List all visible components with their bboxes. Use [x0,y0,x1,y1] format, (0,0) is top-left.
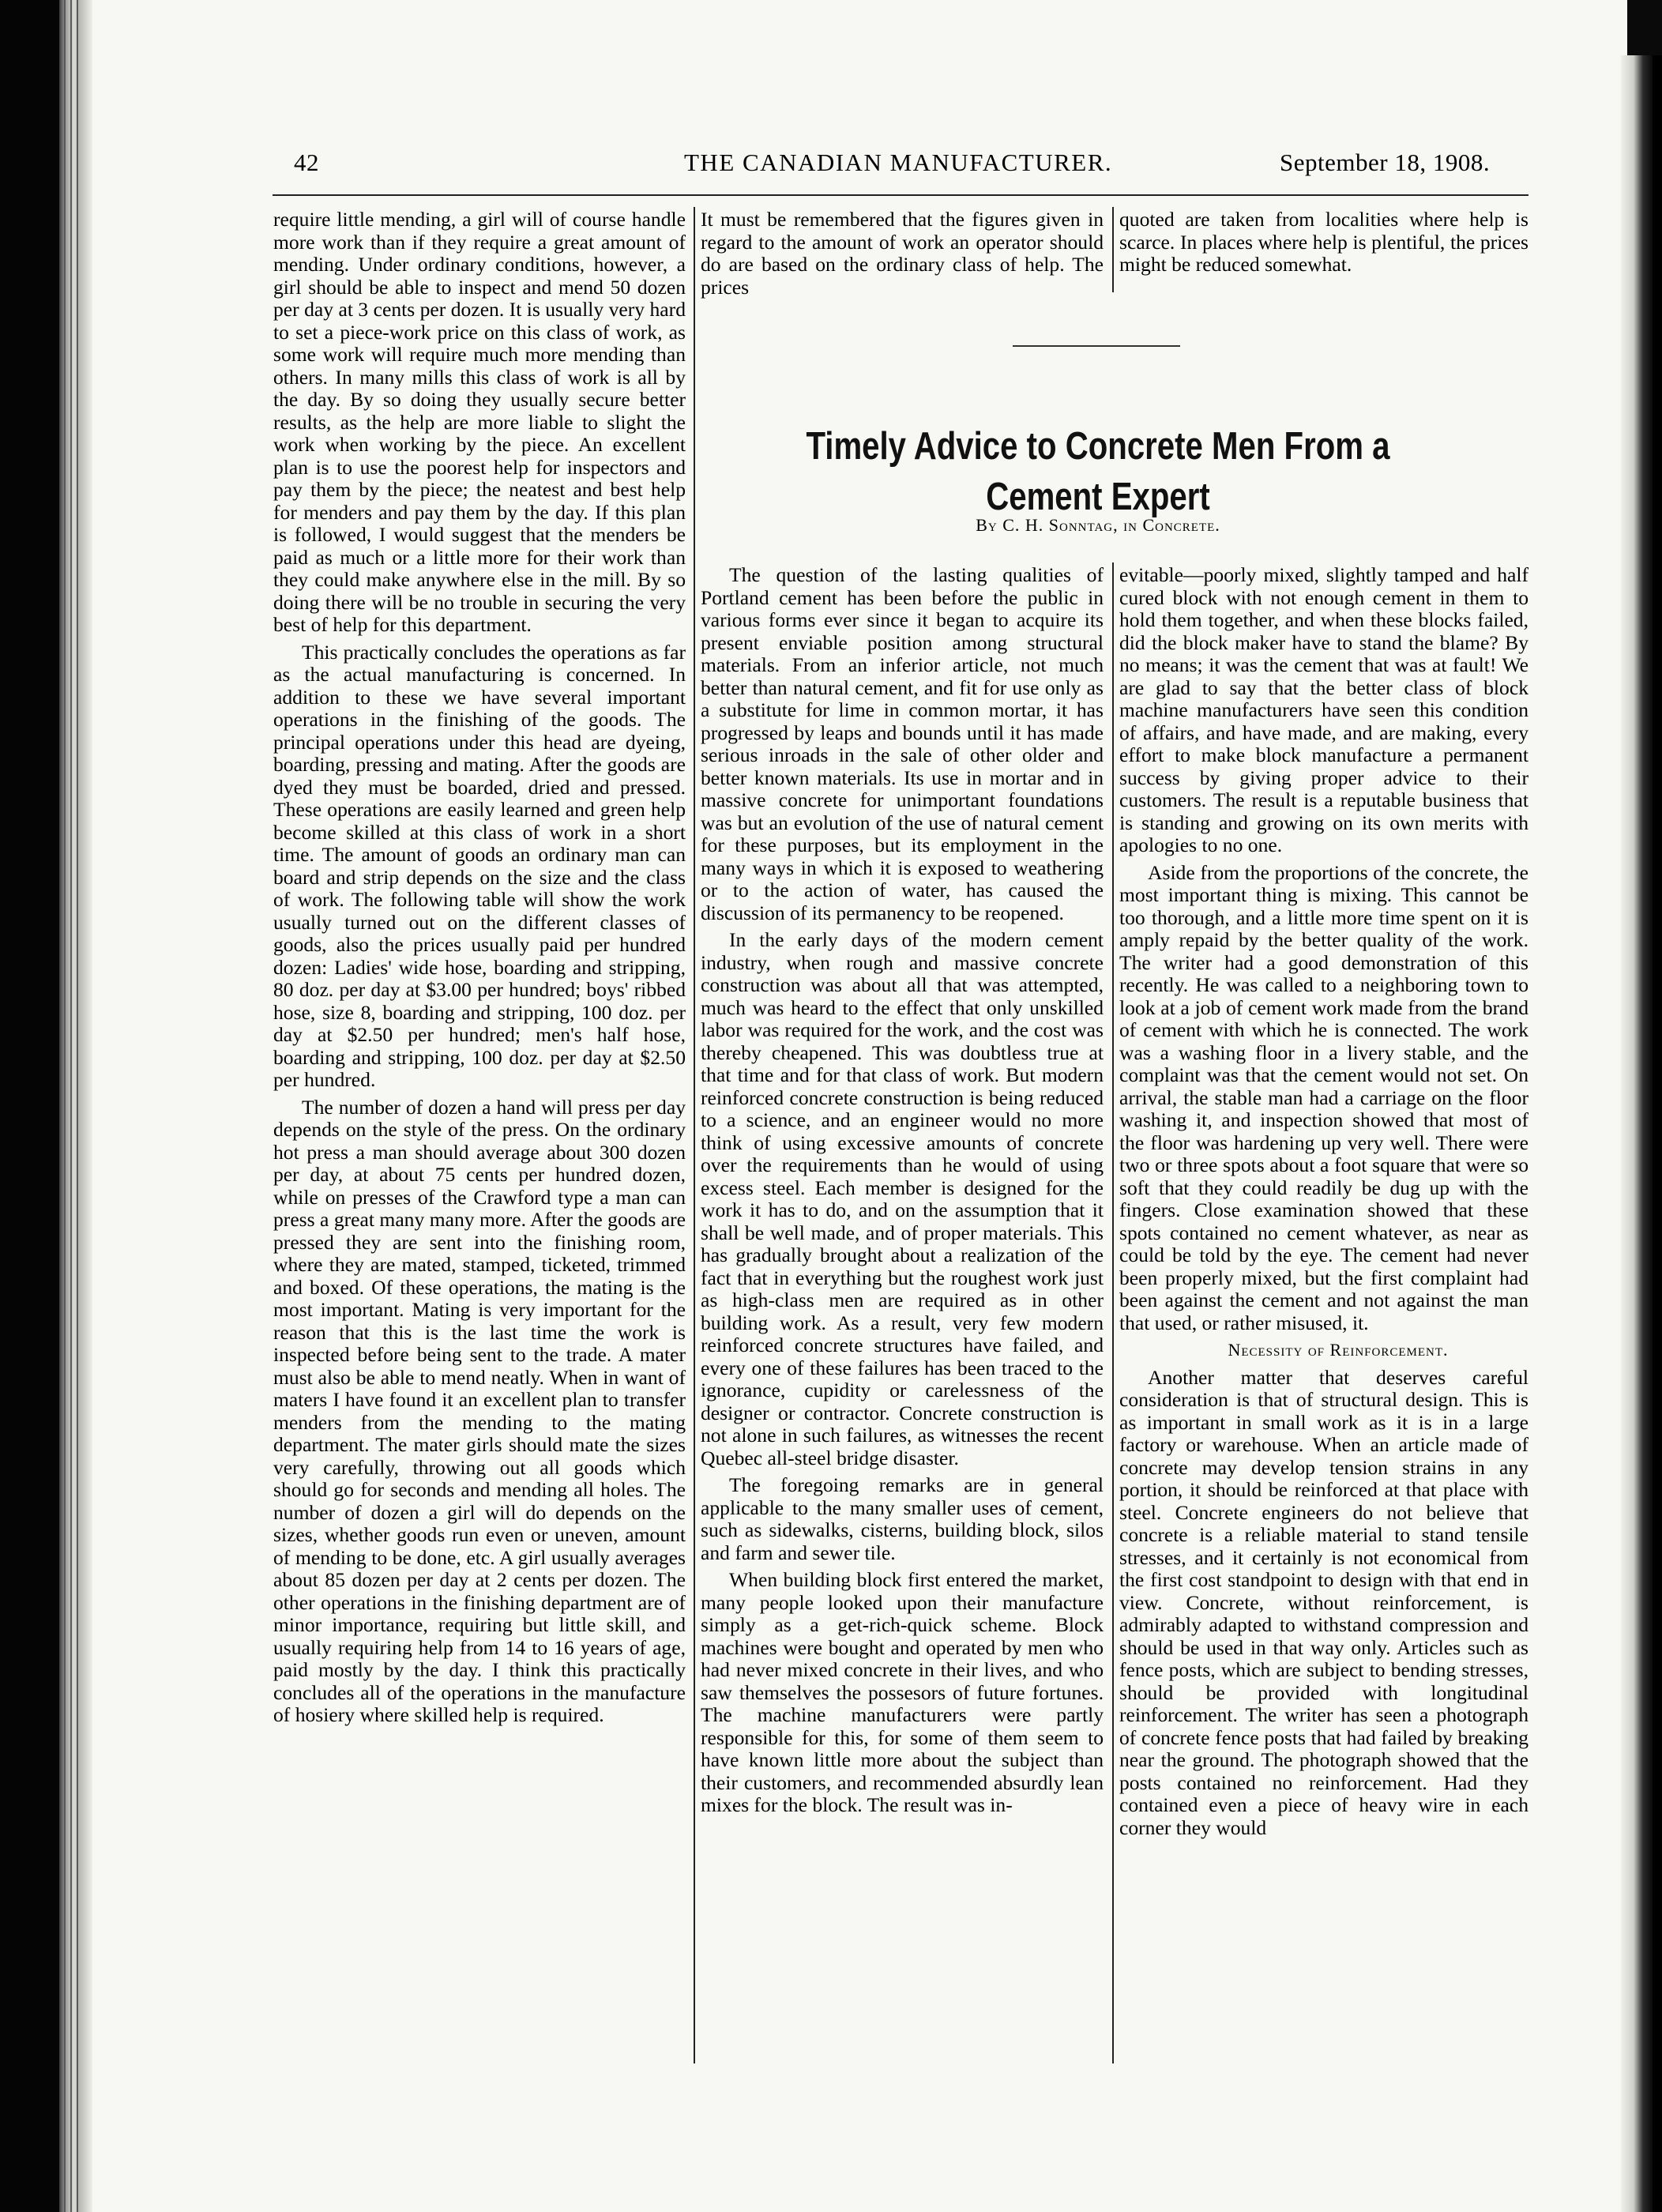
article-byline: By C. H. Sonntag, in Concrete. [976,515,1220,535]
article-title: Timely Advice to Concrete Men From a Cement Expert [806,424,1390,518]
paragraph: evitable—poorly mixed, slightly tamped and half cured block with not enough cement in them to hold them together, and when these blocks failed, did the block maker have to stand the blame? By no means; it was the cement that was at fault! We are glad to say that the better class of block machine manufacturers have seen this condition of affairs, and have made, and are making, every effort to make block manufacture a permanent success by giving proper advice to their customers. The result is a reputable business that is standing and growing on its own merits with apologies to no one. [1119,563,1529,856]
article-column-3 [1119,564,1529,1839]
column-divider [1112,562,1114,2063]
paragraph: The question of the lasting qualities of Portland cement has been before the public in various forms ever since it began to acquire its present enviable position among structural materials. From an inferior article, not much better than natural cement, and fit for use only as a substitute for lime in common mortar, it has progressed by leaps and bounds until it has made serious inroads in the sale of other older and better known materials. Its use in mortar and in massive concrete for unimportant foundations was but an evolution of the use of natural cement for these purposes, but its employment in the many ways in which it is exposed to weathering or to the action of water, has caused the discussion of its permanency to be reopened. [701,563,1104,924]
page-number: 42 [294,149,319,176]
article-column-2 [701,564,1104,1817]
column-1 [273,209,686,1727]
issue-date: September 18, 1908. [1280,149,1491,176]
spine-line [77,0,78,2212]
column-2-top [701,209,1104,299]
publication-title: THE CANADIAN MANUFACTURER. [684,149,1113,176]
paragraph: Aside from the proportions of the concrete, the most important thing is mixing. This cannot be too thorough, and a little more time spent on it is amply repaid by the better quality of the work. The writer had a good demonstration of this recently. He was called to a neighboring town to look at a job of cement work made from the brand of cement with which he is connected. The work was a washing floor in a livery stable, and the complaint was that the cement would not set. On arrival, the stable man had a carriage on the floor washing it, and inspection showed that most of the floor was hardening up very well. There were two or three spots about a foot square that were so soft that they could readily be dug up with the fingers. Close examination showed that these spots contained no cement whatever, as near as could be told by the eye. The cement had never been properly mixed, but the first complaint had been against the cement and not against the man that used, or rather misused, it. [1119,860,1529,1334]
column-divider-short [1112,207,1114,292]
header-rule [273,194,1529,196]
paragraph: When building block first entered the market, many people looked upon their manufacture simply as a get-rich-quick scheme. Block machines were bought and operated by men who had never mixed concrete in their lives, and who saw themselves the possesors of future fortunes. The machine manufacturers were partly responsible for this, for some of them seem to have known little more about the subject than their customers, and recommended absurdly lean mixes for the block. The result was in- [701,1568,1104,1816]
section-ornament-rule [1013,345,1180,347]
paragraph: quoted are taken from localities where help is scarce. In places where help is plentiful, the prices might be reduced somewhat. [1119,208,1529,276]
section-subheading: Necessity of Reinforcement. [1228,1340,1449,1360]
spine-line [70,0,72,2212]
scan-border-left [0,0,59,2212]
column-divider [694,207,695,2063]
paragraph: The foregoing remarks are in general applicable to the many smaller uses of cement, such as sidewalks, cisterns, building block, silos and farm and sewer tile. [701,1473,1104,1564]
paragraph: This practically concludes the operations as far as the actual manufacturing is concerned. In addition to these we have several important operations in the finishing of the goods. The principal operations under this head are dyeing, boarding, pressing and mating. After the goods are dyed they must be boarded, dried and pressed. These operations are easily learned and green help become skilled at this class of work in a short time. The amount of goods an ordinary man can board and strip depends on the size and the class of work. The following table will show the work usually turned out on the different classes of goods, also the prices usually paid per hundred dozen: Ladies' wide hose, boarding and stripping, 80 doz. per day at $3.00 per hundred; boys' ribbed hose, size 8, boarding and stripping, 100 doz. per day at $2.50 per hundred; men's half hose, boarding and stripping, 100 doz. per day at $2.50 per hundred. [273,640,686,1091]
paragraph: It must be remembered that the figures given in regard to the amount of work an operator should do are based on the ordinary class of help. The prices [701,208,1104,299]
paragraph: In the early days of the modern cement industry, when rough and massive concrete construction was about all that was attempted, much was heard to the effect that only unskilled labor was required for the work, and the cost was thereby cheapened. This was doubtless true at that time and for that class of work. But modern reinforced concrete construction is being reduced to a science, and an engineer would no more think of using excessive amounts of concrete over the requirements than he would of using excess steel. Each member is designed for the work it has to do, and on the assumption that it shall be well made, and of proper materials. This has gradually brought about a realization of the fact that in everything but the roughest work just as high-class men are required as in other building work. As a result, very few modern reinforced concrete structures have failed, and every one of these failures has been traced to the ignorance, cupidity or carelessness of the designer or contractor. Concrete construction is not alone in such failures, as witnesses the recent Quebec all-steel bridge disaster. [701,928,1104,1469]
column-3-top [1119,209,1529,276]
paragraph: Another matter that deserves careful consideration is that of structural design. This is as important in small work as it is in a large factory or warehouse. When an article made of concrete may develop tension strains in any portion, it should be reinforced at that place with steel. Concrete engineers do not believe that concrete is a reliable material to stand tensile stresses, and it certainly is not economical from the first cost standpoint to design with that end in view. Concrete, without reinforcement, is admirably adapted to withstand compression and should be used in that way only. Articles such as fence posts, which are subject to bending stresses, should be provided with longitudinal reinforcement. The writer has seen a photograph of concrete fence posts that had failed by breaking near the ground. The photograph showed that the posts contained no reinforcement. Had they contained even a piece of heavy wire in each corner they would [1119,1365,1529,1839]
paragraph: require little mending, a girl will of course handle more work than if they require a great amount of mending. Under ordinary conditions, however, a girl should be able to inspect and mend 50 dozen per day at 3 cents per dozen. It is usually very hard to set a piece-work price on this class of work, as some work will require much more mending than others. In many mills this class of work is all by the day. By so doing they usually secure better results, as the help are more liable to slight the work when working by the piece. An excellent plan is to use the poorest help for inspectors and pay them by the piece; the neatest and best help for menders and pay them by the day. If this plan is followed, I would suggest that the menders be paid as much or a little more for their work than they could make anywhere else in the mill. By so doing there will be no trouble in securing the very best of help for this department. [273,208,686,636]
paragraph: The number of dozen a hand will press per day depends on the style of the press. On the ordinary hot press a man should average about 300 dozen per day, at about 75 cents per hundred dozen, while on presses of the Crawford type a man can press a great many many more. After the goods are pressed they are sent into the finishing room, where they are mated, stamped, ticketed, trimmed and boxed. Of these operations, the mating is the most important. Mating is very important for the reason that this is the last time the work is inspected before being sent to the trade. A mater must also be able to mend neatly. When in want of maters I have found it an excellent plan to transfer menders from the mending to the mating department. The mater girls should mate the sizes very carefully, throwing out all goods which should go for seconds and mending all holes. The number of dozen a girl will do depends on the sizes, whether goods run even or uneven, amount of mending to be done, etc. A girl usually averages about 85 dozen per day at 2 cents per dozen. The other operations in the finishing department are of minor importance, requiring but little skill, and usually requiring help from 14 to 16 years of age, paid mostly by the day. I think this practically concludes all of the operations in the manufacture of hosiery where skilled help is required. [273,1095,686,1726]
page-edge-right [1621,55,1653,2212]
scan-border-top-right [1627,0,1662,55]
spine-line [64,0,66,2212]
